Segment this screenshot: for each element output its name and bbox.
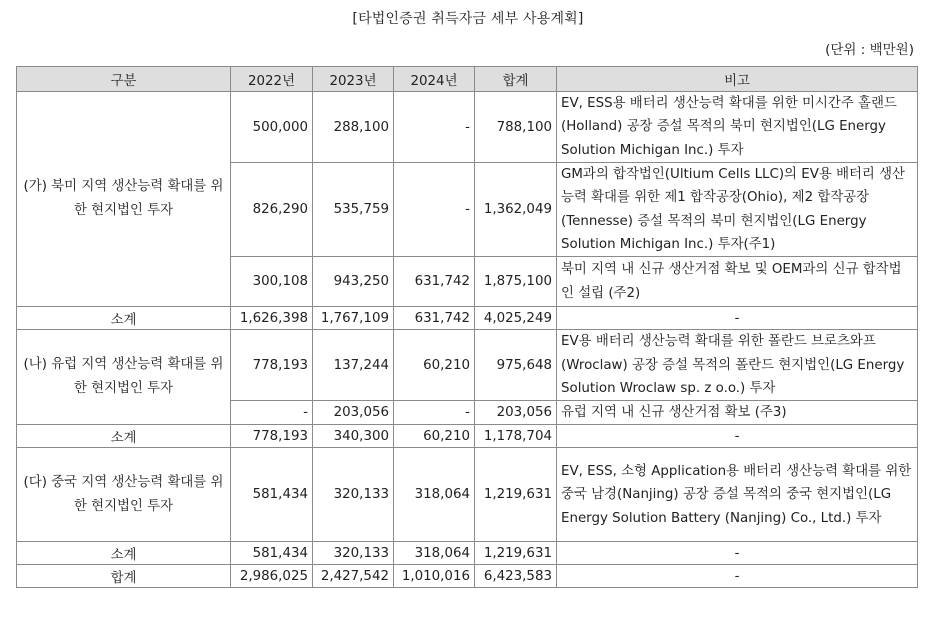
cell-total: 6,423,583 bbox=[475, 565, 557, 588]
cell-2023: 2,427,542 bbox=[313, 565, 394, 588]
group-b-label: (나) 유럽 지역 생산능력 확대를 위한 현지법인 투자 bbox=[17, 330, 231, 425]
grand-total-label: 합계 bbox=[17, 565, 231, 588]
cell-2022: 581,434 bbox=[231, 448, 313, 542]
cell-total: 1,219,631 bbox=[475, 542, 557, 565]
cell-total: 1,875,100 bbox=[475, 257, 557, 307]
cell-remarks: - bbox=[557, 565, 918, 588]
cell-remarks: EV, ESS용 배터리 생산능력 확대를 위한 미시간주 홀랜드(Holland) 공장 증설 목적의 북미 현지법인(LG Energy Solution Michigan Inc.) 투자 bbox=[557, 92, 918, 163]
cell-2024: 631,742 bbox=[394, 257, 475, 307]
cell-remarks: 북미 지역 내 신규 생산거점 확보 및 OEM과의 신규 합작법인 설립 (주2) bbox=[557, 257, 918, 307]
cell-remarks: EV, ESS, 소형 Application용 배터리 생산능력 확대를 위한 중국 남경(Nanjing) 공장 증설 목적의 중국 현지법인(LG Energy Solution Battery (Nanjing) Co., Ltd.) 투자 bbox=[557, 448, 918, 542]
fund-usage-table bbox=[16, 66, 918, 588]
cell-2024: - bbox=[394, 401, 475, 425]
subtotal-label: 소계 bbox=[17, 542, 231, 565]
cell-2024: 631,742 bbox=[394, 307, 475, 330]
table-row bbox=[17, 92, 918, 163]
header-remarks: 비고 bbox=[557, 67, 918, 92]
cell-2022: 1,626,398 bbox=[231, 307, 313, 330]
cell-2023: 320,133 bbox=[313, 542, 394, 565]
cell-2022: 500,000 bbox=[231, 92, 313, 163]
cell-2024: - bbox=[394, 163, 475, 257]
cell-remarks: EV용 배터리 생산능력 확대를 위한 폴란드 브로츠와프(Wroclaw) 공장 증설 목적의 폴란드 현지법인(LG Energy Solution Wroclaw sp. z o.o.) 투자 bbox=[557, 330, 918, 401]
cell-2024: 318,064 bbox=[394, 448, 475, 542]
cell-2023: 137,244 bbox=[313, 330, 394, 401]
cell-2022: 300,108 bbox=[231, 257, 313, 307]
cell-remarks: - bbox=[557, 425, 918, 448]
cell-2023: 320,133 bbox=[313, 448, 394, 542]
table-title: [타법인증권 취득자금 세부 사용계획] bbox=[352, 11, 584, 27]
cell-total: 1,219,631 bbox=[475, 448, 557, 542]
cell-total: 1,178,704 bbox=[475, 425, 557, 448]
subtotal-row-a bbox=[17, 307, 918, 330]
subtotal-label: 소계 bbox=[17, 425, 231, 448]
cell-2023: 288,100 bbox=[313, 92, 394, 163]
cell-2022: 778,193 bbox=[231, 330, 313, 401]
cell-2024: 60,210 bbox=[394, 330, 475, 401]
cell-remarks: 유럽 지역 내 신규 생산거점 확보 (주3) bbox=[557, 401, 918, 425]
header-2023: 2023년 bbox=[313, 67, 394, 92]
header-2024: 2024년 bbox=[394, 67, 475, 92]
header-total: 합계 bbox=[475, 67, 557, 92]
cell-2022: 778,193 bbox=[231, 425, 313, 448]
header-row bbox=[17, 67, 918, 92]
subtotal-row-c bbox=[17, 542, 918, 565]
table-row bbox=[17, 330, 918, 401]
cell-2023: 535,759 bbox=[313, 163, 394, 257]
cell-2023: 340,300 bbox=[313, 425, 394, 448]
cell-total: 788,100 bbox=[475, 92, 557, 163]
cell-total: 1,362,049 bbox=[475, 163, 557, 257]
group-a-label: (가) 북미 지역 생산능력 확대를 위한 현지법인 투자 bbox=[17, 92, 231, 307]
cell-remarks: - bbox=[557, 542, 918, 565]
cell-2023: 203,056 bbox=[313, 401, 394, 425]
cell-2022: 826,290 bbox=[231, 163, 313, 257]
subtotal-label: 소계 bbox=[17, 307, 231, 330]
cell-2023: 943,250 bbox=[313, 257, 394, 307]
cell-2024: 60,210 bbox=[394, 425, 475, 448]
cell-2024: 318,064 bbox=[394, 542, 475, 565]
header-2022: 2022년 bbox=[231, 67, 313, 92]
group-c-label: (다) 중국 지역 생산능력 확대를 위한 현지법인 투자 bbox=[17, 448, 231, 542]
cell-2023: 1,767,109 bbox=[313, 307, 394, 330]
unit-label: (단위 : 백만원) bbox=[825, 42, 914, 58]
cell-2024: 1,010,016 bbox=[394, 565, 475, 588]
cell-2022: 581,434 bbox=[231, 542, 313, 565]
cell-total: 4,025,249 bbox=[475, 307, 557, 330]
cell-total: 203,056 bbox=[475, 401, 557, 425]
subtotal-row-b bbox=[17, 425, 918, 448]
cell-total: 975,648 bbox=[475, 330, 557, 401]
cell-remarks: - bbox=[557, 307, 918, 330]
cell-2022: 2,986,025 bbox=[231, 565, 313, 588]
cell-2024: - bbox=[394, 92, 475, 163]
cell-remarks: GM과의 합작법인(Ultium Cells LLC)의 EV용 배터리 생산능력 확대를 위한 제1 합작공장(Ohio), 제2 합작공장(Tennesse) 증설 목적의 북미 현지법인(LG Energy Solution Michigan Inc.) 투자(주1) bbox=[557, 163, 918, 257]
grand-total-row bbox=[17, 565, 918, 588]
header-category: 구분 bbox=[17, 67, 231, 92]
cell-2022: - bbox=[231, 401, 313, 425]
table-row bbox=[17, 448, 918, 542]
